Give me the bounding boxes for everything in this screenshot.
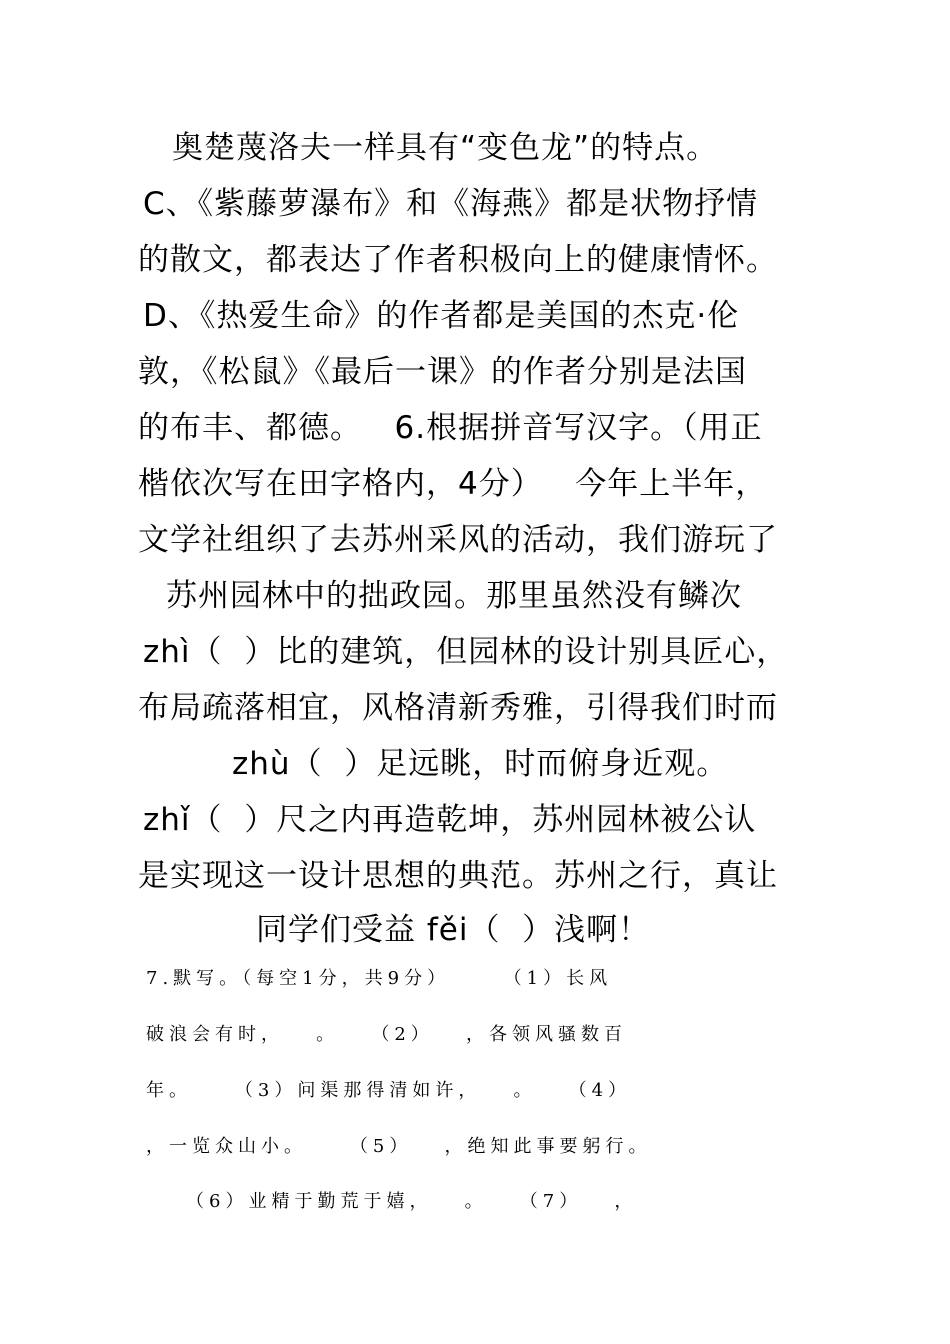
text-line-6: 的布丰、都德。 6.根据拼音写汉字。（用正	[138, 410, 763, 446]
text-line-15: 同学们受益 fěi（ ）浅啊！	[256, 912, 651, 948]
exercise-line-1: 7.默写。（每空1分，共9分） （1）长风	[146, 968, 613, 989]
text-line-13: zhǐ（ ）尺之内再造乾坤，苏州园林被公认	[143, 802, 757, 838]
text-line-8: 文学社组织了去苏州采风的活动，我们游玩了	[138, 522, 778, 558]
text-line-11: 布局疏落相宜，风格清新秀雅，引得我们时而	[138, 690, 778, 726]
text-line-10: zhì（ ）比的建筑，但园林的设计别具匠心，	[143, 634, 789, 670]
exercise-line-2: 破浪会有时， 。 （2） ，各领风骚数百	[146, 1024, 627, 1045]
text-line-1: 奥楚蔑洛夫一样具有“变色龙”的特点。	[172, 130, 719, 166]
text-line-3: 的散文，都表达了作者积极向上的健康情怀。	[138, 242, 778, 278]
text-line-14: 是实现这一设计思想的典范。苏州之行，真让	[138, 858, 778, 894]
text-line-5: 敦，《松鼠》《最后一课》的作者分别是法国	[138, 354, 747, 390]
text-line-2: C、《紫藤萝瀑布》和《海燕》都是状物抒情	[143, 186, 759, 222]
text-line-4: D、《热爱生命》的作者都是美国的杰克·伦	[143, 298, 740, 334]
text-line-7: 楷依次写在田字格内，4分） 今年上半年，	[138, 466, 768, 502]
exercise-line-4: ，一览众山小。 （5） ，绝知此事要躬行。	[146, 1136, 652, 1157]
text-line-12: zhù（ ）足远眺，时而俯身近观。	[232, 746, 729, 782]
exercise-line-3: 年。 （3）问渠那得清如许， 。 （4）	[146, 1080, 632, 1101]
text-line-9: 苏州园林中的拙政园。那里虽然没有鳞次	[166, 578, 742, 614]
exercise-line-5: （6）业精于勤荒于嬉， 。 （7） ，	[186, 1191, 638, 1212]
